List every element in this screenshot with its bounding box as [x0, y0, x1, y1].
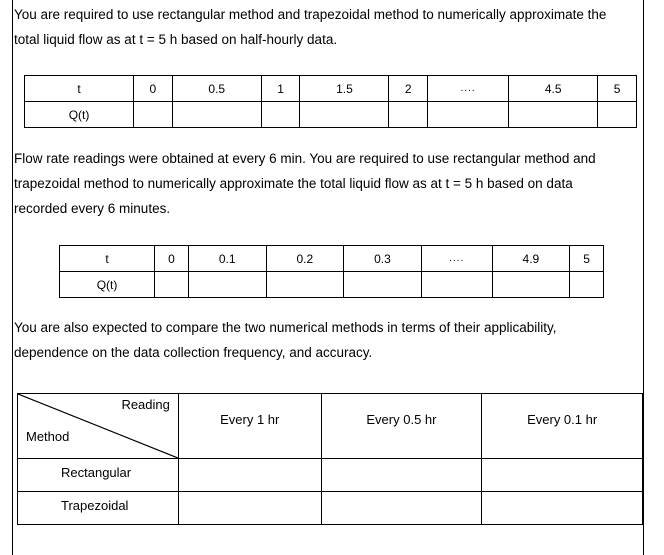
- intro-line-2: total liquid flow as at t = 5 h based on half-hourly data.: [14, 32, 338, 47]
- diagonal-header-cell: [18, 394, 179, 459]
- flow-row: [60, 272, 604, 298]
- answer-cell[interactable]: [321, 459, 482, 492]
- time-cell: 2: [389, 76, 428, 102]
- flow-header: Q(t): [25, 102, 134, 128]
- answer-cell[interactable]: [321, 492, 482, 525]
- intro-line-1: You are required to use rectangular method and trapezoidal method to numerically approximate the: [14, 7, 607, 22]
- method-label: Method: [26, 429, 70, 444]
- method-header-row: [18, 394, 643, 459]
- six-minute-data-table: [59, 245, 604, 298]
- half-hourly-data-table: [24, 75, 637, 128]
- time-cell-ellipsis: ....: [421, 246, 492, 272]
- comparison-paragraph: [14, 315, 557, 365]
- column-header: Every 0.1 hr: [482, 394, 643, 459]
- time-cell: 5: [598, 76, 637, 102]
- method-row: [18, 492, 643, 525]
- method-row-label: Rectangular: [18, 459, 179, 492]
- reading-label: Reading: [121, 397, 170, 412]
- flow-cell[interactable]: [134, 102, 173, 128]
- time-row: [60, 246, 604, 272]
- flow-cell[interactable]: [344, 272, 422, 298]
- time-cell: 0: [155, 246, 189, 272]
- flow-cell[interactable]: [492, 272, 570, 298]
- column-header: Every 1 hr: [178, 394, 321, 459]
- method-row: [18, 459, 643, 492]
- time-cell: 5: [570, 246, 604, 272]
- flow-cell[interactable]: [570, 272, 604, 298]
- flow-cell[interactable]: [155, 272, 189, 298]
- flow-cell[interactable]: [428, 102, 509, 128]
- flow-cell[interactable]: [188, 272, 266, 298]
- intro-paragraph: [14, 2, 606, 52]
- time-cell: 0.1: [188, 246, 266, 272]
- six-min-line-3: recorded every 6 minutes.: [14, 201, 171, 216]
- flow-row: [25, 102, 637, 128]
- flow-cell[interactable]: [172, 102, 261, 128]
- six-min-line-1: Flow rate readings were obtained at every 6 min. You are required to use rectangular method and: [14, 151, 596, 166]
- column-header: Every 0.5 hr: [321, 394, 482, 459]
- time-row: [25, 76, 637, 102]
- time-cell-ellipsis: ....: [428, 76, 509, 102]
- time-cell: 0.2: [266, 246, 344, 272]
- time-cell: 0.5: [172, 76, 261, 102]
- time-cell: 4.5: [509, 76, 598, 102]
- time-cell: 0.3: [344, 246, 422, 272]
- flow-cell[interactable]: [261, 102, 300, 128]
- time-header: t: [60, 246, 155, 272]
- flow-cell[interactable]: [509, 102, 598, 128]
- method-comparison-table: [17, 393, 643, 525]
- comparison-line-2: dependence on the data collection frequency, and accuracy.: [14, 345, 373, 360]
- answer-cell[interactable]: [178, 492, 321, 525]
- flow-cell[interactable]: [266, 272, 344, 298]
- six-min-line-2: trapezoidal method to numerically approximate the total liquid flow as at t = 5 h based on data: [14, 176, 573, 191]
- time-cell: 4.9: [492, 246, 570, 272]
- flow-cell[interactable]: [300, 102, 389, 128]
- comparison-line-1: You are also expected to compare the two numerical methods in terms of their applicability,: [14, 320, 557, 335]
- flow-cell[interactable]: [598, 102, 637, 128]
- method-row-label: Trapezoidal: [18, 492, 179, 525]
- flow-cell[interactable]: [389, 102, 428, 128]
- answer-cell[interactable]: [178, 459, 321, 492]
- answer-cell[interactable]: [482, 492, 643, 525]
- time-cell: 1: [261, 76, 300, 102]
- flow-header: Q(t): [60, 272, 155, 298]
- answer-cell[interactable]: [482, 459, 643, 492]
- time-cell: 0: [134, 76, 173, 102]
- time-header: t: [25, 76, 134, 102]
- six-minute-paragraph: [14, 146, 596, 221]
- time-cell: 1.5: [300, 76, 389, 102]
- flow-cell[interactable]: [421, 272, 492, 298]
